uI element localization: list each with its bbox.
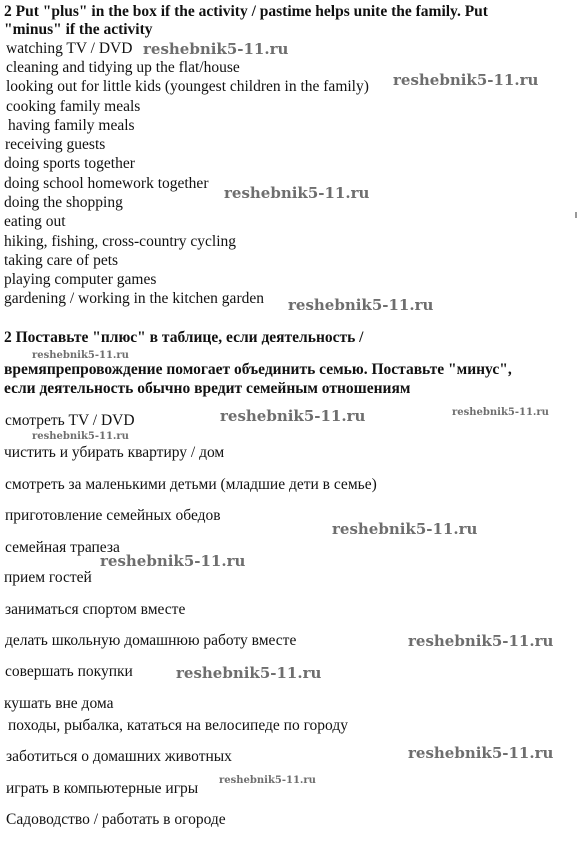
- edge-mark: [575, 212, 577, 218]
- russian-item: кушать вне дома: [4, 695, 114, 712]
- english-item: having family meals: [8, 117, 135, 134]
- watermark: reshebnik5-11.ru: [220, 407, 366, 425]
- watermark: reshebnik5-11.ru: [219, 775, 316, 786]
- watermark: reshebnik5-11.ru: [143, 40, 289, 58]
- english-item: watching TV / DVD: [6, 40, 133, 57]
- russian-item: чистить и убирать квартиру / дом: [4, 444, 225, 461]
- russian-heading-line1: 2 Поставьте "плюс" в таблице, если деятельность /: [4, 329, 364, 346]
- russian-item: приготовление семейных обедов: [5, 507, 221, 524]
- russian-item: играть в компьютерные игры: [6, 780, 199, 797]
- watermark: reshebnik5-11.ru: [393, 71, 539, 89]
- watermark: reshebnik5-11.ru: [288, 296, 434, 314]
- watermark: reshebnik5-11.ru: [332, 520, 478, 538]
- russian-item: прием гостей: [4, 569, 92, 586]
- english-item: receiving guests: [5, 136, 106, 153]
- english-item: eating out: [4, 213, 66, 230]
- russian-item: семейная трапеза: [5, 539, 120, 556]
- watermark: reshebnik5-11.ru: [408, 744, 554, 762]
- russian-item: заниматься спортом вместе: [5, 601, 186, 618]
- english-item: cooking family meals: [6, 98, 141, 115]
- english-item: cleaning and tidying up the flat/house: [6, 59, 240, 76]
- watermark: reshebnik5-11.ru: [408, 632, 554, 650]
- russian-heading-line2: времяпрепровождение помогает объединить семью. Поставьте "минус",: [4, 361, 512, 378]
- watermark: reshebnik5-11.ru: [100, 552, 246, 570]
- watermark: reshebnik5-11.ru: [32, 350, 129, 361]
- watermark: reshebnik5-11.ru: [224, 184, 370, 202]
- russian-heading-line3: если деятельность обычно вредит семейным отношениям: [4, 380, 411, 397]
- russian-item: делать школьную домашнюю работу вместе: [5, 632, 297, 649]
- english-item: doing the shopping: [4, 194, 123, 211]
- english-item: taking care of pets: [4, 252, 119, 269]
- english-item: doing school homework together: [4, 175, 209, 192]
- english-item: playing computer games: [4, 271, 157, 288]
- english-heading-line1: 2 Put "plus" in the box if the activity / pastime helps unite the family. Put: [4, 3, 488, 20]
- russian-item: смотреть TV / DVD: [5, 412, 135, 429]
- watermark: reshebnik5-11.ru: [32, 431, 129, 442]
- english-item: looking out for little kids (youngest children in the family): [6, 78, 369, 95]
- watermark: reshebnik5-11.ru: [452, 407, 549, 418]
- russian-item: заботиться о домашних животных: [6, 748, 232, 765]
- russian-item: походы, рыбалка, кататься на велосипеде по городу: [8, 717, 348, 734]
- english-heading-line2: "minus" if the activity: [4, 21, 153, 38]
- english-item: gardening / working in the kitchen garden: [4, 290, 264, 307]
- russian-item: Садоводство / работать в огороде: [6, 811, 226, 828]
- watermark: reshebnik5-11.ru: [176, 664, 322, 682]
- english-item: doing sports together: [4, 155, 135, 172]
- russian-item: совершать покупки: [5, 663, 133, 680]
- russian-item: смотреть за маленькими детьми (младшие дети в семье): [5, 476, 377, 493]
- english-item: hiking, fishing, cross-country cycling: [4, 233, 237, 250]
